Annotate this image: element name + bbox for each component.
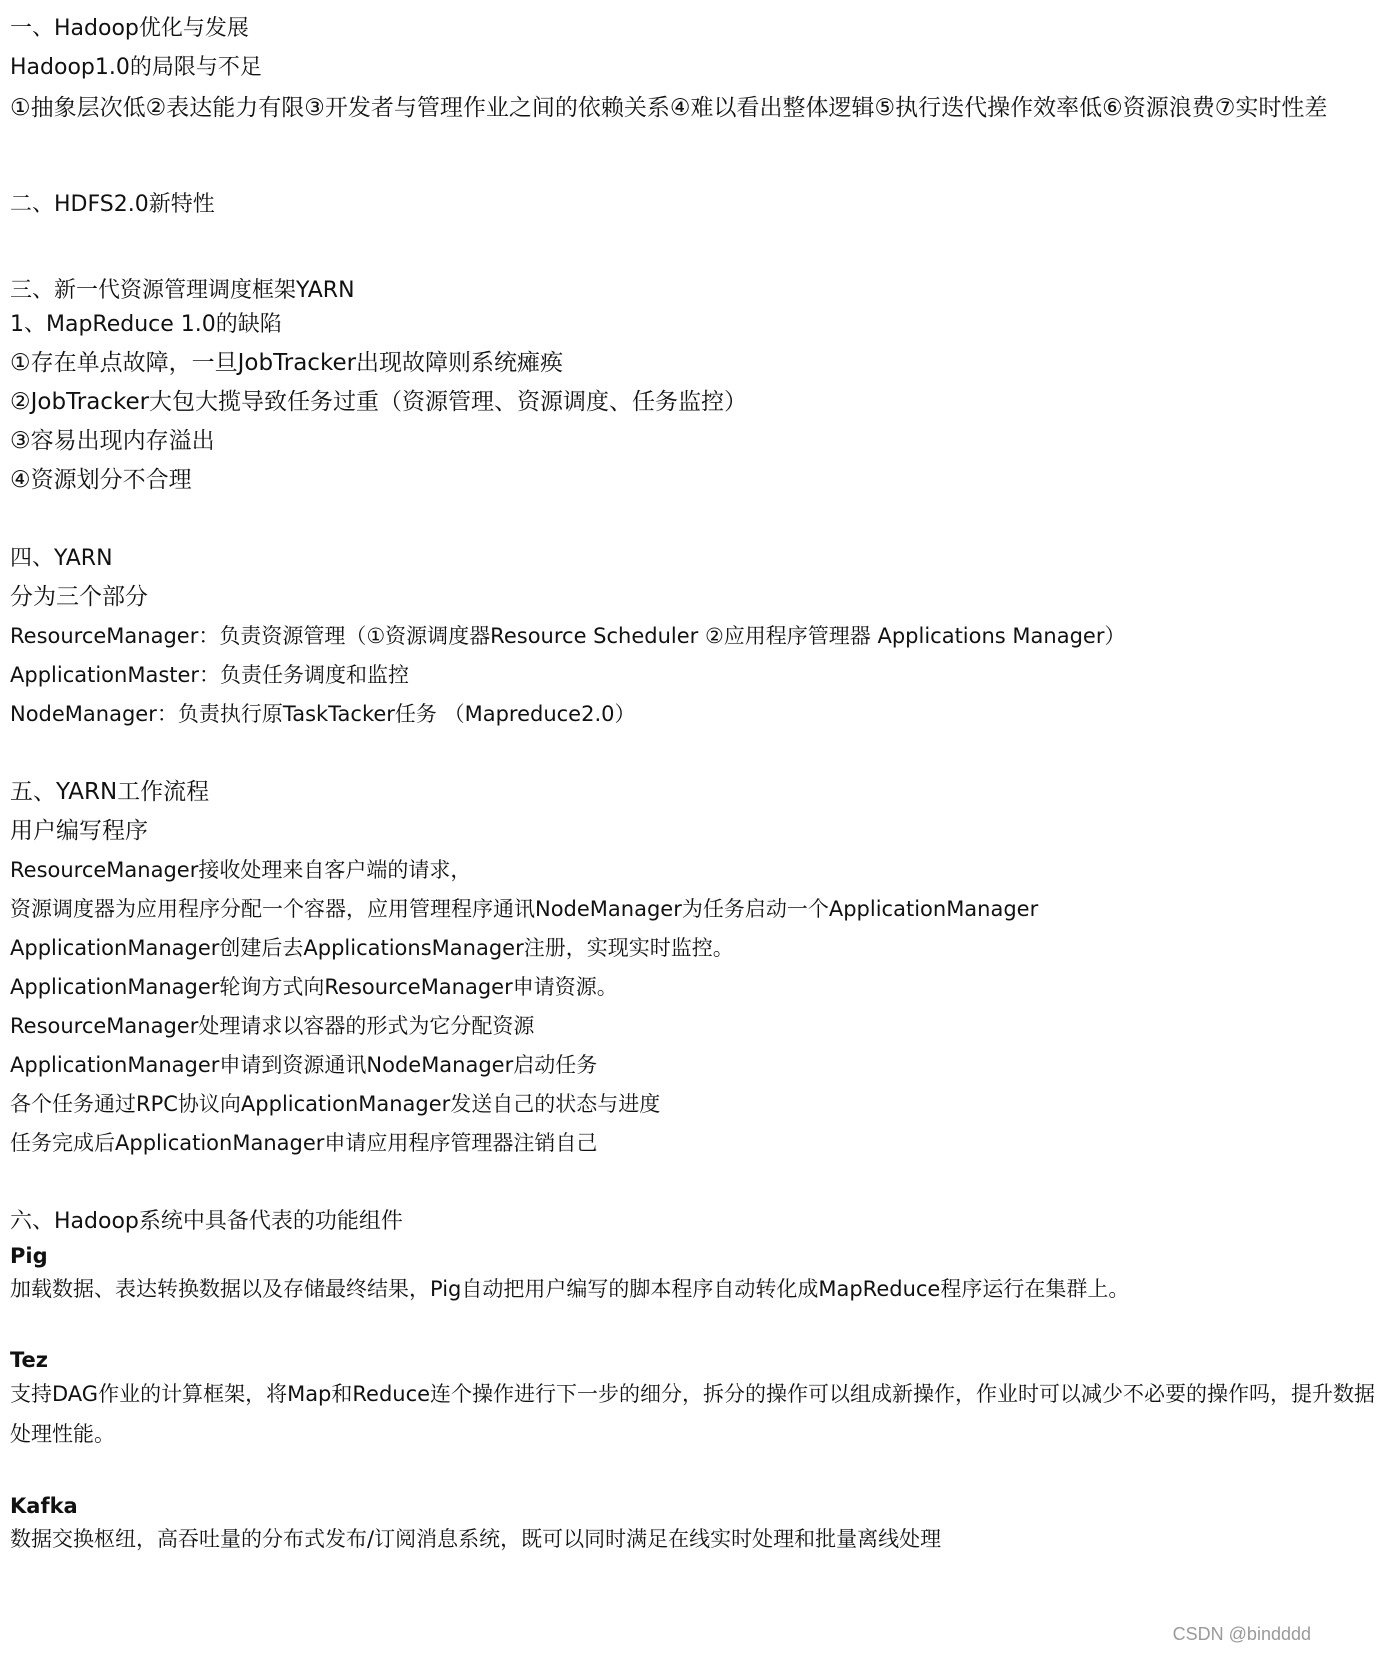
text-line: ApplicationMaster：负责任务调度和监控 [10,663,410,687]
section-2-title: 二、HDFS2.0新特性 [10,192,215,217]
text-line: 分为三个部分 [10,584,148,610]
component-desc: 数据交换枢纽，高吞吐量的分布式发布/订阅消息系统，既可以同时满足在线实时处理和批量离线处理 [10,1527,942,1551]
text-line: ApplicationManager创建后去ApplicationsManager注册，实现实时监控。 [10,936,734,960]
section-4-title: 四、YARN [10,546,113,571]
component-name: Kafka [10,1494,78,1518]
text-line: ResourceManager处理请求以容器的形式为它分配资源 [10,1014,535,1038]
section-3-title: 三、新一代资源管理调度框架YARN [10,278,355,303]
text-line: ResourceManager接收处理来自客户端的请求， [10,858,472,882]
text-line: ApplicationManager申请到资源通讯NodeManager启动任务 [10,1053,598,1077]
component-name: Tez [10,1348,49,1372]
text-line: NodeManager：负责执行原TaskTacker任务 （Mapreduce2.0） [10,702,636,726]
section-5-title: 五、YARN工作流程 [10,779,210,805]
text-line: 用户编写程序 [10,818,148,844]
watermark: CSDN @bindddd [1172,1624,1311,1644]
text-line: ④资源划分不合理 [10,467,192,493]
component-desc: 支持DAG作业的计算框架，将Map和Reduce连个操作进行下一步的细分，拆分的操作可以组成新操作，作业时可以减少不必要的操作吗，提升数据处理性能。 [10,1382,1376,1446]
text-line: 资源调度器为应用程序分配一个容器，应用管理程序通讯NodeManager为任务启动一个ApplicationManager [10,897,1039,921]
text-line: 1、MapReduce 1.0的缺陷 [10,312,282,337]
text-line: ApplicationManager轮询方式向ResourceManager申请资源。 [10,975,618,999]
component-name: Pig [10,1244,48,1268]
section-6-title: 六、Hadoop系统中具备代表的功能组件 [10,1209,403,1234]
component-desc: 加载数据、表达转换数据以及存储最终结果，Pig自动把用户编写的脚本程序自动转化成MapReduce程序运行在集群上。 [10,1277,1130,1301]
text-line: ResourceManager：负责资源管理（①资源调度器Resource Scheduler ②应用程序管理器 Applications Manager） [10,624,1126,648]
section-1-title: 一、Hadoop优化与发展 [10,16,249,41]
text-line: ③容易出现内存溢出 [10,428,215,454]
text-line: Hadoop1.0的局限与不足 [10,55,262,80]
text-line: ①存在单点故障，一旦JobTracker出现故障则系统瘫痪 [10,350,564,376]
text-line: 各个任务通过RPC协议向ApplicationManager发送自己的状态与进度 [10,1092,661,1116]
text-line: ②JobTracker大包大揽导致任务过重（资源管理、资源调度、任务监控） [10,389,748,415]
text-line: 任务完成后ApplicationManager申请应用程序管理器注销自己 [10,1131,598,1155]
text-paragraph: ①抽象层次低②表达能力有限③开发者与管理作业之间的依赖关系④难以看出整体逻辑⑤执行迭代操作效率低⑥资源浪费⑦实时性差 [10,95,1328,121]
